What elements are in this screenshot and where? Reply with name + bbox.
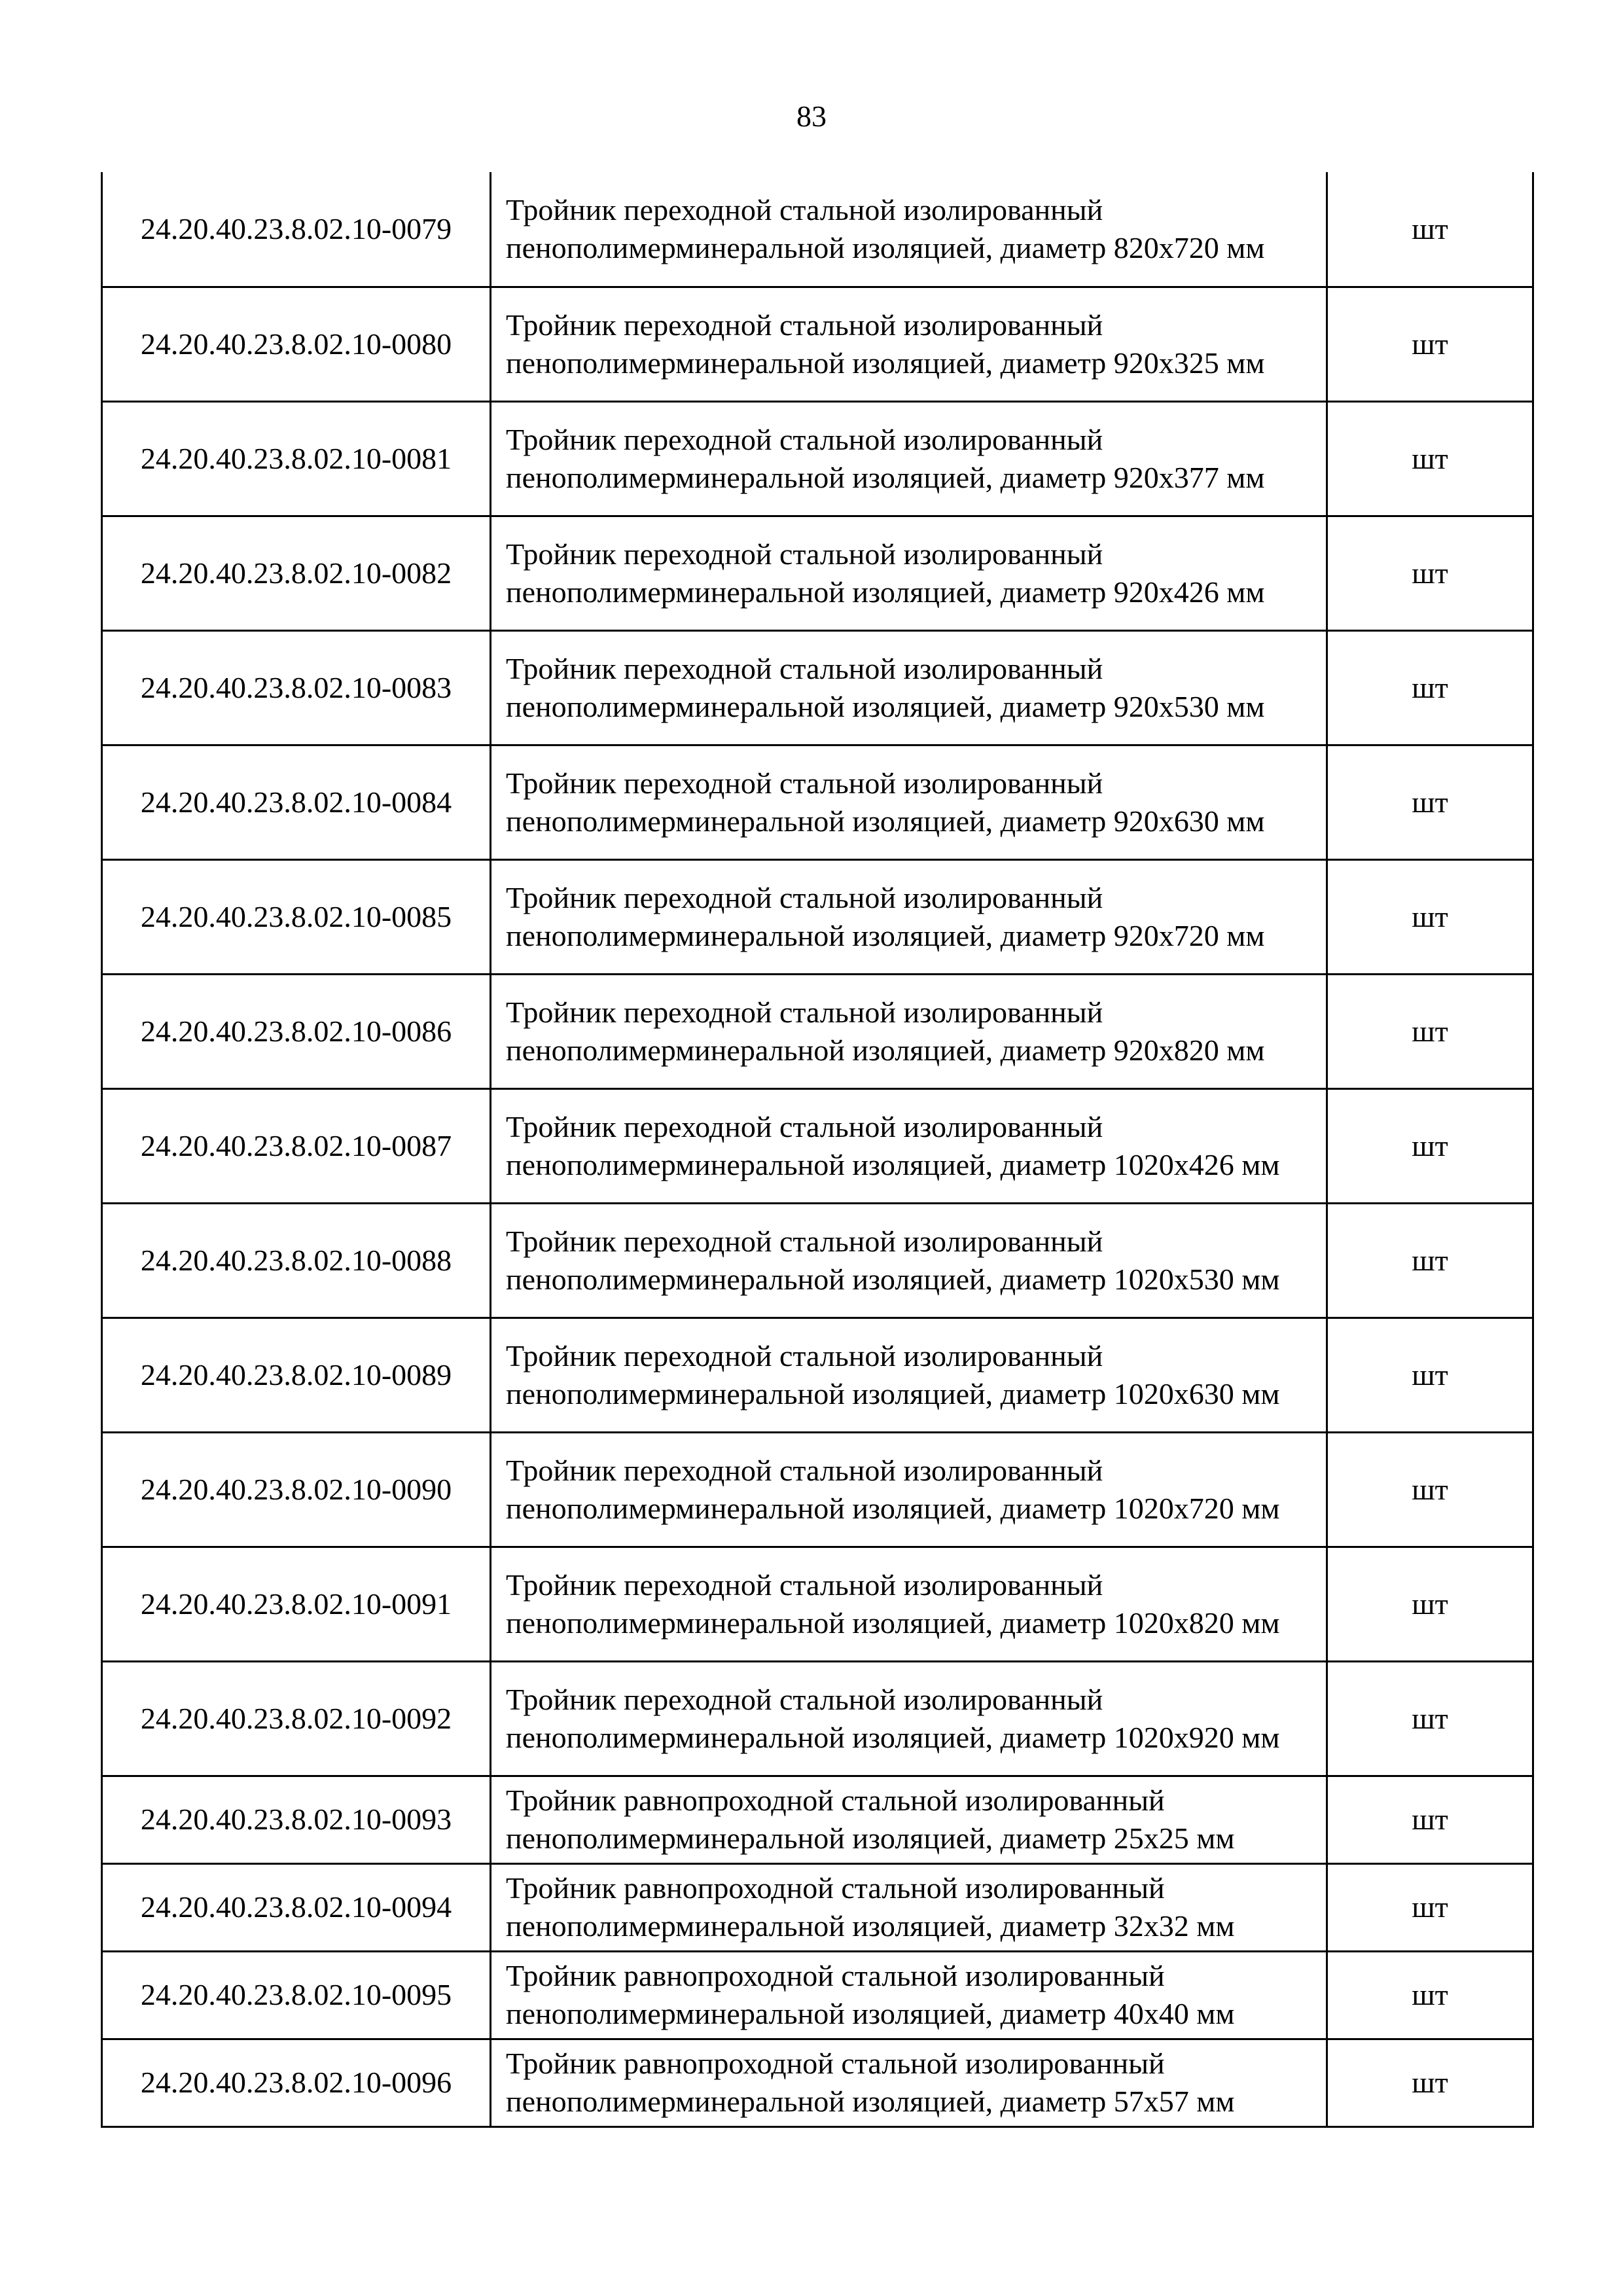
table-row (102, 974, 1533, 1088)
resource-code: 24.20.40.23.8.02.10-0084 (102, 745, 491, 859)
page-number: 83 (796, 99, 827, 133)
resource-code: 24.20.40.23.8.02.10-0094 (102, 1863, 491, 1951)
resource-code: 24.20.40.23.8.02.10-0083 (102, 630, 491, 745)
resource-unit: шт (1327, 1951, 1533, 2039)
resource-name: Тройник переходной стальной изолированный пенополимерминеральной изоляцией, диаметр 1020х530 мм (491, 1203, 1327, 1318)
table-row (102, 1776, 1533, 1863)
resource-unit: шт (1327, 1776, 1533, 1863)
table-row (102, 1318, 1533, 1432)
resource-unit: шт (1327, 172, 1533, 287)
resource-unit: шт (1327, 745, 1533, 859)
table-row (102, 172, 1533, 287)
resource-name: Тройник переходной стальной изолированный пенополимерминеральной изоляцией, диаметр 820х720 мм (491, 172, 1327, 287)
resource-name: Тройник переходной стальной изолированный пенополимерминеральной изоляцией, диаметр 920х377 мм (491, 401, 1327, 516)
resource-name: Тройник равнопроходной стальной изолированный пенополимерминеральной изоляцией, диаметр 57х57 мм (491, 2039, 1327, 2126)
resource-unit: шт (1327, 1432, 1533, 1547)
resource-code: 24.20.40.23.8.02.10-0088 (102, 1203, 491, 1318)
table-row (102, 630, 1533, 745)
resource-name: Тройник переходной стальной изолированный пенополимерминеральной изоляцией, диаметр 1020х630 мм (491, 1318, 1327, 1432)
resource-code: 24.20.40.23.8.02.10-0093 (102, 1776, 491, 1863)
resource-code: 24.20.40.23.8.02.10-0086 (102, 974, 491, 1088)
resource-name: Тройник переходной стальной изолированный пенополимерминеральной изоляцией, диаметр 1020х820 мм (491, 1547, 1327, 1661)
table-row (102, 2039, 1533, 2126)
table-row (102, 1661, 1533, 1776)
resource-code: 24.20.40.23.8.02.10-0090 (102, 1432, 491, 1547)
resource-name: Тройник переходной стальной изолированный пенополимерминеральной изоляцией, диаметр 1020х720 мм (491, 1432, 1327, 1547)
resource-code: 24.20.40.23.8.02.10-0089 (102, 1318, 491, 1432)
resource-unit: шт (1327, 2039, 1533, 2126)
table-row (102, 1951, 1533, 2039)
resource-code: 24.20.40.23.8.02.10-0079 (102, 172, 491, 287)
resource-unit: шт (1327, 1088, 1533, 1203)
resource-code: 24.20.40.23.8.02.10-0087 (102, 1088, 491, 1203)
resource-name: Тройник переходной стальной изолированный пенополимерминеральной изоляцией, диаметр 1020х920 мм (491, 1661, 1327, 1776)
table-body (102, 172, 1533, 2126)
table-row (102, 1432, 1533, 1547)
resource-code: 24.20.40.23.8.02.10-0096 (102, 2039, 491, 2126)
table-row (102, 287, 1533, 401)
resource-unit: шт (1327, 974, 1533, 1088)
resource-table (101, 172, 1534, 2128)
resource-code: 24.20.40.23.8.02.10-0095 (102, 1951, 491, 2039)
table-row (102, 516, 1533, 630)
resource-unit: шт (1327, 1203, 1533, 1318)
table-row (102, 1088, 1533, 1203)
resource-unit: шт (1327, 1318, 1533, 1432)
resource-unit: шт (1327, 859, 1533, 974)
resource-unit: шт (1327, 1863, 1533, 1951)
resource-code: 24.20.40.23.8.02.10-0091 (102, 1547, 491, 1661)
table-row (102, 1863, 1533, 1951)
table-row (102, 859, 1533, 974)
resource-unit: шт (1327, 516, 1533, 630)
resource-code: 24.20.40.23.8.02.10-0085 (102, 859, 491, 974)
resource-name: Тройник переходной стальной изолированный пенополимерминеральной изоляцией, диаметр 920х325 мм (491, 287, 1327, 401)
resource-unit: шт (1327, 1661, 1533, 1776)
resource-unit: шт (1327, 1547, 1533, 1661)
resource-unit: шт (1327, 630, 1533, 745)
table-row (102, 745, 1533, 859)
resource-name: Тройник переходной стальной изолированный пенополимерминеральной изоляцией, диаметр 920х530 мм (491, 630, 1327, 745)
resource-name: Тройник равнопроходной стальной изолированный пенополимерминеральной изоляцией, диаметр 25х25 мм (491, 1776, 1327, 1863)
resource-name: Тройник переходной стальной изолированный пенополимерминеральной изоляцией, диаметр 920х630 мм (491, 745, 1327, 859)
resource-code: 24.20.40.23.8.02.10-0080 (102, 287, 491, 401)
resource-code: 24.20.40.23.8.02.10-0081 (102, 401, 491, 516)
table-row (102, 401, 1533, 516)
resource-name: Тройник переходной стальной изолированный пенополимерминеральной изоляцией, диаметр 1020х426 мм (491, 1088, 1327, 1203)
resource-unit: шт (1327, 287, 1533, 401)
resource-code: 24.20.40.23.8.02.10-0092 (102, 1661, 491, 1776)
resource-name: Тройник переходной стальной изолированный пенополимерминеральной изоляцией, диаметр 920х720 мм (491, 859, 1327, 974)
resource-unit: шт (1327, 401, 1533, 516)
table-row (102, 1547, 1533, 1661)
resource-name: Тройник равнопроходной стальной изолированный пенополимерминеральной изоляцией, диаметр 40х40 мм (491, 1951, 1327, 2039)
resource-name: Тройник равнопроходной стальной изолированный пенополимерминеральной изоляцией, диаметр 32х32 мм (491, 1863, 1327, 1951)
table-row (102, 1203, 1533, 1318)
resource-name: Тройник переходной стальной изолированный пенополимерминеральной изоляцией, диаметр 920х820 мм (491, 974, 1327, 1088)
resource-code: 24.20.40.23.8.02.10-0082 (102, 516, 491, 630)
resource-name: Тройник переходной стальной изолированный пенополимерминеральной изоляцией, диаметр 920х426 мм (491, 516, 1327, 630)
